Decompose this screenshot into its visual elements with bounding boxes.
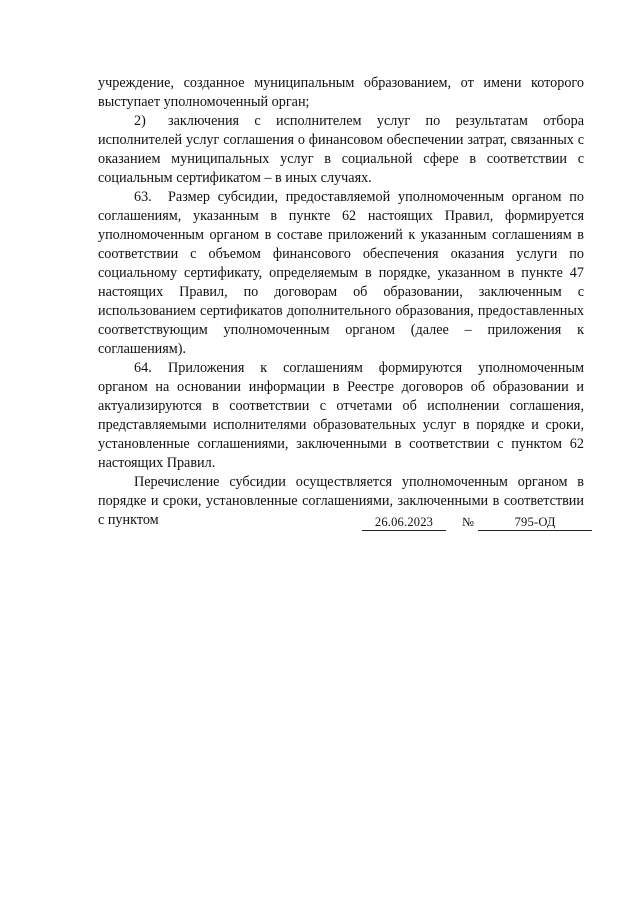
item-number: 2)	[134, 113, 146, 129]
paragraph-continuation: учреждение, созданное муниципальным образованием, от имени которого выступает уполномоченный орган;	[98, 75, 584, 110]
paragraph-subsidy-transfer: Перечисление субсидии осуществляется уполномоченным органом в порядке и сроки, установленные соглашениями, заключенными в соответствии с пунктом	[98, 474, 584, 528]
paragraph-text: заключения с исполнителем услуг по результатам отбора исполнителей услуг соглашения о финансовом обеспечении затрат, связанных с оказанием муниципальных услуг в социальной сфере в соответствии с социальным сертификатом – в иных случаях.	[98, 113, 584, 186]
paragraph-63	[98, 188, 584, 359]
document-date: 26.06.2023	[362, 514, 446, 531]
paragraph-64	[98, 359, 584, 473]
item-number: 64.	[134, 360, 152, 376]
number-sign: №	[462, 515, 475, 529]
paragraph-text: Приложения к соглашениям формируются уполномоченным органом на основании информации в Реестре договоров об образовании и актуализируются в соответствии с отчетами об исполнении соглашения, представляемыми исполнителями образовательных услуг в порядке и сроки, установленные соглашениями, заключенными в соответствии с пунктом 62 настоящих Правил.	[98, 360, 584, 471]
document-body	[98, 74, 584, 530]
document-reference	[362, 514, 592, 531]
paragraph-text: Размер субсидии, предоставляемой уполномоченным органом по соглашениям, указанным в пункте 62 настоящих Правил, формируется уполномоченным органом в составе приложений к указанным соглашениям в соответствии с объемом финансового обеспечения оказания услуги по социальному сертификату, определяемым в порядке, указанном в пункте 47 настоящих Правил, по договорам об образовании, заключенным с использованием сертификатов дополнительного образования, предоставленных соответствующим уполномоченным органом (далее – приложения к соглашениям).	[98, 189, 584, 357]
document-number: 795-ОД	[478, 514, 592, 531]
item-number: 63.	[134, 189, 152, 205]
paragraph-item-2	[98, 112, 584, 188]
